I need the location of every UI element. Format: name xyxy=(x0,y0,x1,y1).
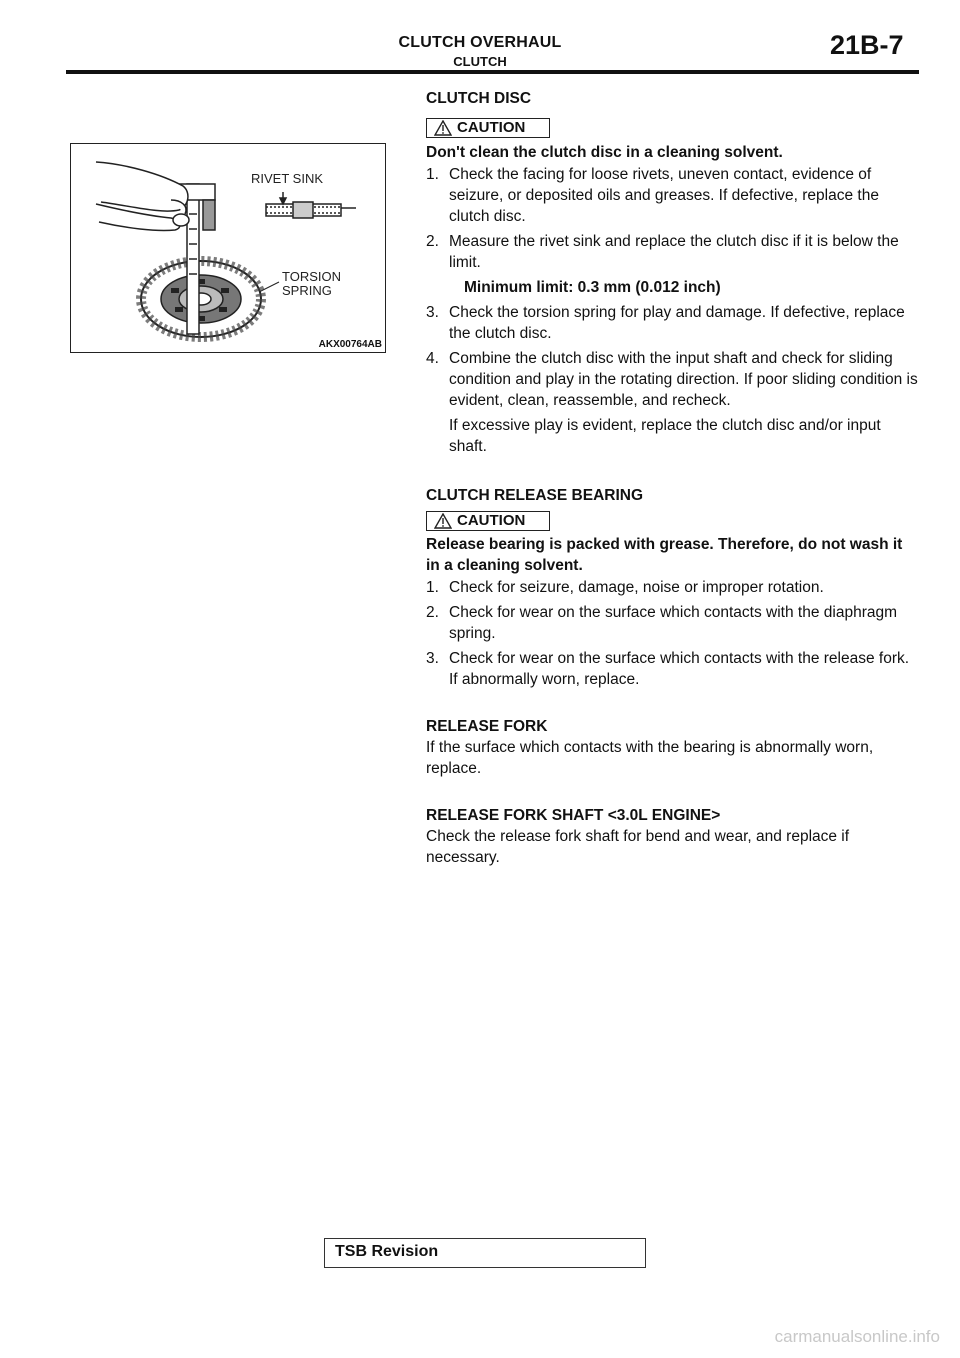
step-item: 1. Check the facing for loose rivets, uneven contact, evidence of seizure, or deposited oils and greases. If defective, replace the clutch disc. xyxy=(426,166,879,225)
caution-label: CAUTION xyxy=(457,119,526,136)
clutch-disc-heading: CLUTCH DISC xyxy=(426,90,532,107)
clutch-disc-figure xyxy=(70,143,386,353)
tsb-revision-box: TSB Revision xyxy=(324,1238,646,1268)
release-fork-heading: RELEASE FORK xyxy=(426,718,548,735)
clutch-disc-drawing xyxy=(141,261,261,337)
release-fork-text: If the surface which contacts with the bearing is abnormally worn, replace. xyxy=(426,739,874,777)
watermark: carmanualsonline.info xyxy=(774,1327,940,1346)
step-item: 4. Combine the clutch disc with the input shaft and check for sliding condition and play in the rotating direction. If poor sliding condition is evident, clean, reassemble, and recheck. xyxy=(426,350,918,409)
step-4-note: If excessive play is evident, replace the clutch disc and/or input shaft. xyxy=(449,417,881,455)
warning-icon xyxy=(434,513,452,529)
warning-icon xyxy=(434,120,452,136)
caution-text: Don't clean the clutch disc in a cleaning solvent. xyxy=(426,144,783,161)
caution-box xyxy=(426,118,550,138)
step-item: 3. Check the torsion spring for play and damage. If defective, replace the clutch disc. xyxy=(426,304,905,342)
step-item: 2. Check for wear on the surface which contacts with the diaphragm spring. xyxy=(426,604,898,642)
section-title: CLUTCH OVERHAUL xyxy=(398,34,562,51)
section-subtitle: CLUTCH xyxy=(453,54,507,69)
figure-code: AKX00764AB xyxy=(318,339,382,350)
rivet-sink-label: RIVET SINK xyxy=(251,171,324,186)
release-bearing-steps xyxy=(426,577,920,690)
release-bearing-heading: CLUTCH RELEASE BEARING xyxy=(426,487,644,504)
release-fork-shaft-heading: RELEASE FORK SHAFT <3.0L ENGINE> xyxy=(426,807,721,824)
step-item: 1. Check for seizure, damage, noise or improper rotation. xyxy=(426,579,824,596)
caution-label: CAUTION xyxy=(457,512,526,529)
release-fork-shaft-text: Check the release fork shaft for bend and wear, and replace if necessary. xyxy=(426,828,850,866)
caution-text: Release bearing is packed with grease. Therefore, do not wash it in a cleaning solvent. xyxy=(426,536,903,574)
clutch-disc-illustration xyxy=(71,144,387,354)
torsion-spring-label: TORSION SPRING xyxy=(282,269,341,298)
hand-drawing xyxy=(96,162,189,231)
minimum-limit: Minimum limit: 0.3 mm (0.012 inch) xyxy=(464,279,721,296)
page-number: 21B-7 xyxy=(830,30,904,60)
header-rule xyxy=(66,70,919,74)
clutch-disc-steps xyxy=(426,164,920,457)
step-item: 2. Measure the rivet sink and replace the clutch disc if it is below the limit. xyxy=(426,233,899,271)
step-item: 3. Check for wear on the surface which contacts with the release fork. If abnormally worn, replace. xyxy=(426,650,910,688)
caution-box xyxy=(426,511,550,531)
rivet-sink-detail xyxy=(266,192,356,218)
